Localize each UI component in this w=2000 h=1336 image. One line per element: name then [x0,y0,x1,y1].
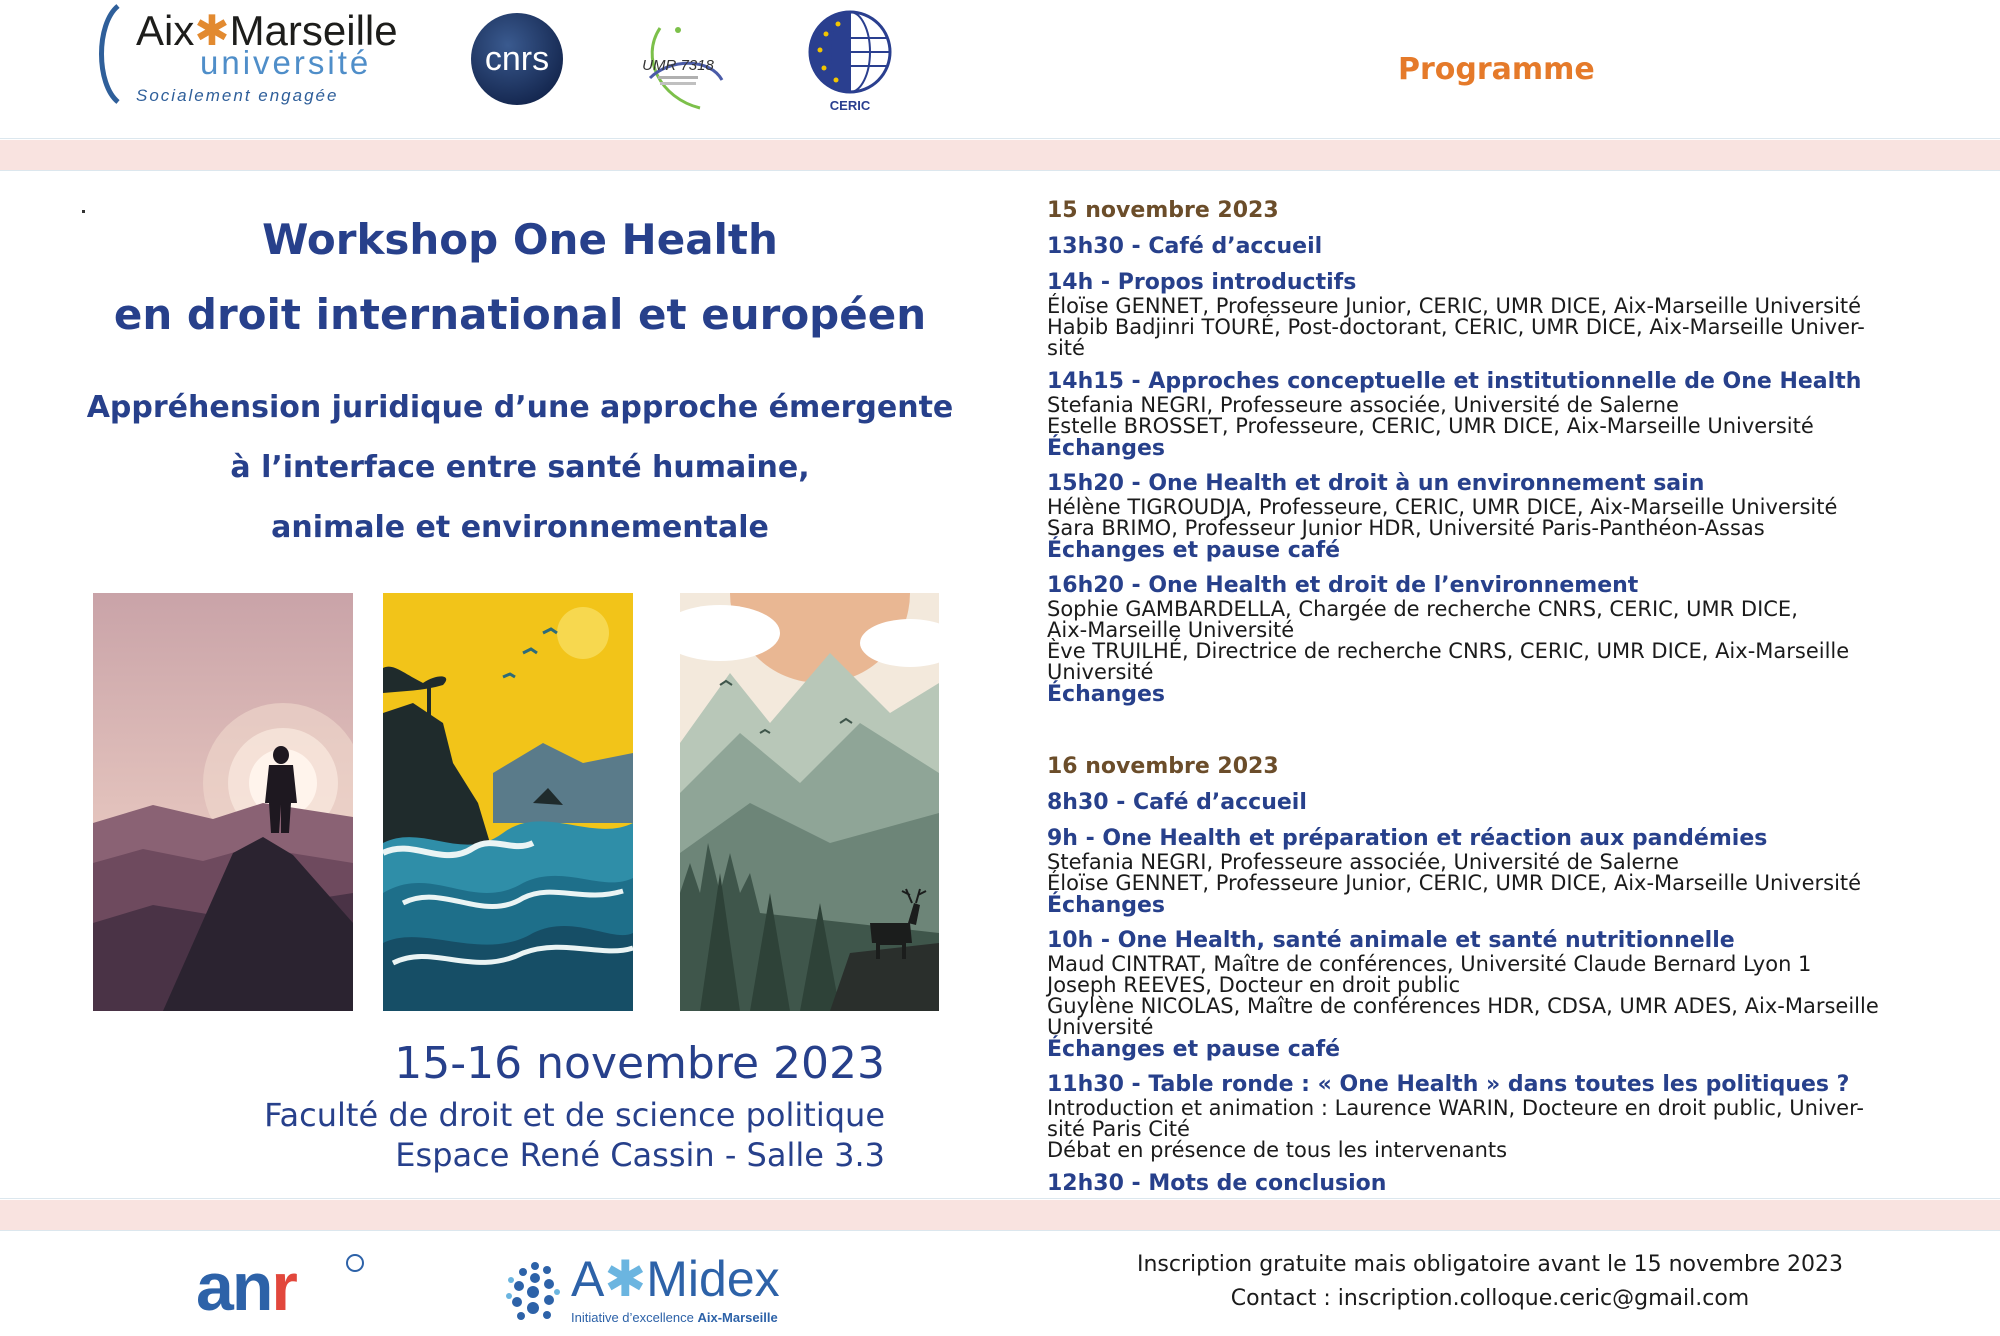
programme-list [1047,196,1987,1206]
amidex-dots-icon [505,1260,561,1322]
speaker-line: Éloïse GENNET, Professeure Junior, CERIC, UMR DICE, Aix-Marseille Université [1047,294,1862,318]
speaker-line: Stefania NEGRI, Professeure associée, Université de Salerne [1047,393,1679,417]
programme-item [1047,825,1987,918]
programme-item [1047,1170,1987,1197]
umr-dice-logo[interactable] [630,18,730,118]
speaker-line: Estelle BROSSET, Professeure, CERIC, UMR DICE, Aix-Marseille Université [1047,414,1814,438]
registration-info [1060,1248,1920,1316]
session-note: Échanges [1047,893,1166,918]
day-2-title: 16 novembre 2023 [1047,754,1279,779]
programme-item-title: 9h - One Health et préparation et réaction aux pandémies [1047,826,1768,851]
programme-item [1047,572,1987,707]
header-divider [0,138,2000,139]
event-date: 15-16 novembre 2023 [394,1038,885,1089]
human-health-illustration [93,593,353,1011]
anr-registered-icon [346,1254,364,1272]
day-1-title: 15 novembre 2023 [1047,198,1279,223]
speaker-line: Stefania NEGRI, Professeure associée, Université de Salerne [1047,850,1679,874]
workshop-title-line-1: Workshop One Health [262,215,778,264]
contact-email[interactable]: Contact : inscription.colloque.ceric@gmail.com [1230,1286,1750,1311]
programme-item [1047,927,1987,1062]
speaker-line: Habib Badjinri TOURÉ, Post-doctorant, CERIC, UMR DICE, Aix-Marseille Univer- [1047,315,1865,339]
cnrs-logo-text: cnrs [484,40,550,78]
top-band-divider [0,170,2000,171]
ocean-illustration [383,593,633,1011]
amidex-name: A✱Midex [571,1251,780,1307]
umr-logo-text: UMR 7318 [642,57,714,74]
session-note: Échanges [1047,682,1166,707]
speaker-line: sité Paris Cité [1047,1117,1190,1141]
speaker-line: Hélène TIGROUDJA, Professeure, CERIC, UMR DICE, Aix-Marseille Université [1047,495,1838,519]
speaker-line: Maud CINTRAT, Maître de conférences, Université Claude Bernard Lyon 1 [1047,952,1812,976]
programme-item-title: 11h30 - Table ronde : « One Health » dans toutes les politiques ? [1047,1072,1850,1097]
event-place-faculty: Faculté de droit et de science politique [264,1096,885,1134]
event-place-room: Espace René Cassin - Salle 3.3 [395,1136,885,1174]
speaker-line: Introduction et animation : Laurence WARIN, Docteure en droit public, Univer- [1047,1096,1864,1120]
amu-subtitle: université [200,44,372,81]
bottom-pink-band [0,1200,2000,1230]
session-note: Échanges [1047,436,1166,461]
subtitle-line-3: animale et environnementale [271,510,769,545]
programme-item [1047,269,1987,359]
ceric-logo[interactable] [802,10,898,116]
speaker-line: Aix-Marseille Université [1047,618,1295,642]
cnrs-logo[interactable] [470,12,564,106]
amidex-logo[interactable] [505,1251,785,1336]
anr-logo[interactable]: anr [196,1249,296,1325]
programme-item-title: 16h20 - One Health et droit de l’environnement [1047,573,1639,598]
workshop-subtitle [60,378,980,558]
programme-item-title: 8h30 - Café d’accueil [1047,790,1307,815]
amu-tagline: Socialement engagée [136,86,339,105]
speaker-line: Université [1047,1015,1154,1039]
day-2-items [1047,789,1987,1197]
day-1-items [1047,233,1987,707]
mountain-forest-illustration [680,593,939,1011]
workshop-title-line-2: en droit international et européen [113,290,927,339]
programme-item [1047,368,1987,461]
programme-item-title: 10h - One Health, santé animale et santé nutritionnelle [1047,928,1735,953]
speaker-line: sité [1047,336,1085,360]
programme-item-title: 15h20 - One Health et droit à un environnement sain [1047,471,1705,496]
speaker-line: Guylène NICOLAS, Maître de conférences HDR, CDSA, UMR ADES, Aix-Marseille [1047,994,1879,1018]
ceric-logo-text: CERIC [829,98,871,113]
amu-name: Aix✱Marseille [136,7,398,54]
programme-item-title: 12h30 - Mots de conclusion [1047,1171,1387,1196]
subtitle-line-1: Appréhension juridique d’une approche émergente [86,390,954,425]
speaker-line: Université [1047,660,1154,684]
programme-item-title: 13h30 - Café d’accueil [1047,234,1323,259]
session-note: Échanges et pause café [1047,538,1341,563]
speaker-line: Sophie GAMBARDELLA, Chargée de recherche CNRS, CERIC, UMR DICE, [1047,597,1798,621]
programme-item [1047,789,1987,816]
subtitle-line-2: à l’interface entre santé humaine, [230,450,810,485]
footer-divider-bottom [0,1230,2000,1231]
speaker-line: Sara BRIMO, Professeur Junior HDR, Université Paris-Panthéon-Assas [1047,516,1765,540]
programme-item [1047,470,1987,563]
programme-item [1047,1071,1987,1161]
top-pink-band [0,140,2000,170]
footer-divider-top [0,1198,2000,1199]
day-spacer [1047,716,1987,752]
speaker-line: Éloïse GENNET, Professeure Junior, CERIC, UMR DICE, Aix-Marseille Université [1047,871,1862,895]
speaker-line: Joseph REEVES, Docteur en droit public [1047,973,1461,997]
speaker-line: Débat en présence de tous les intervenants [1047,1138,1508,1162]
programme-item-title: 14h15 - Approches conceptuelle et institutionnelle de One Health [1047,369,1862,394]
workshop-title [60,202,980,352]
amidex-tagline: Initiative d’excellence Aix-Marseille [571,1310,778,1325]
registration-text: Inscription gratuite mais obligatoire avant le 15 novembre 2023 [1136,1252,1844,1277]
speaker-line: Ève TRUILHÉ, Directrice de recherche CNRS, CERIC, UMR DICE, Aix-Marseille [1047,639,1850,663]
programme-item-title: 14h - Propos introductifs [1047,270,1357,295]
amu-arc-icon [92,4,122,104]
programme-label: Programme [1398,52,1595,87]
aix-marseille-universite-logo[interactable] [92,0,422,112]
session-note: Échanges et pause café [1047,1037,1341,1062]
programme-item [1047,233,1987,260]
